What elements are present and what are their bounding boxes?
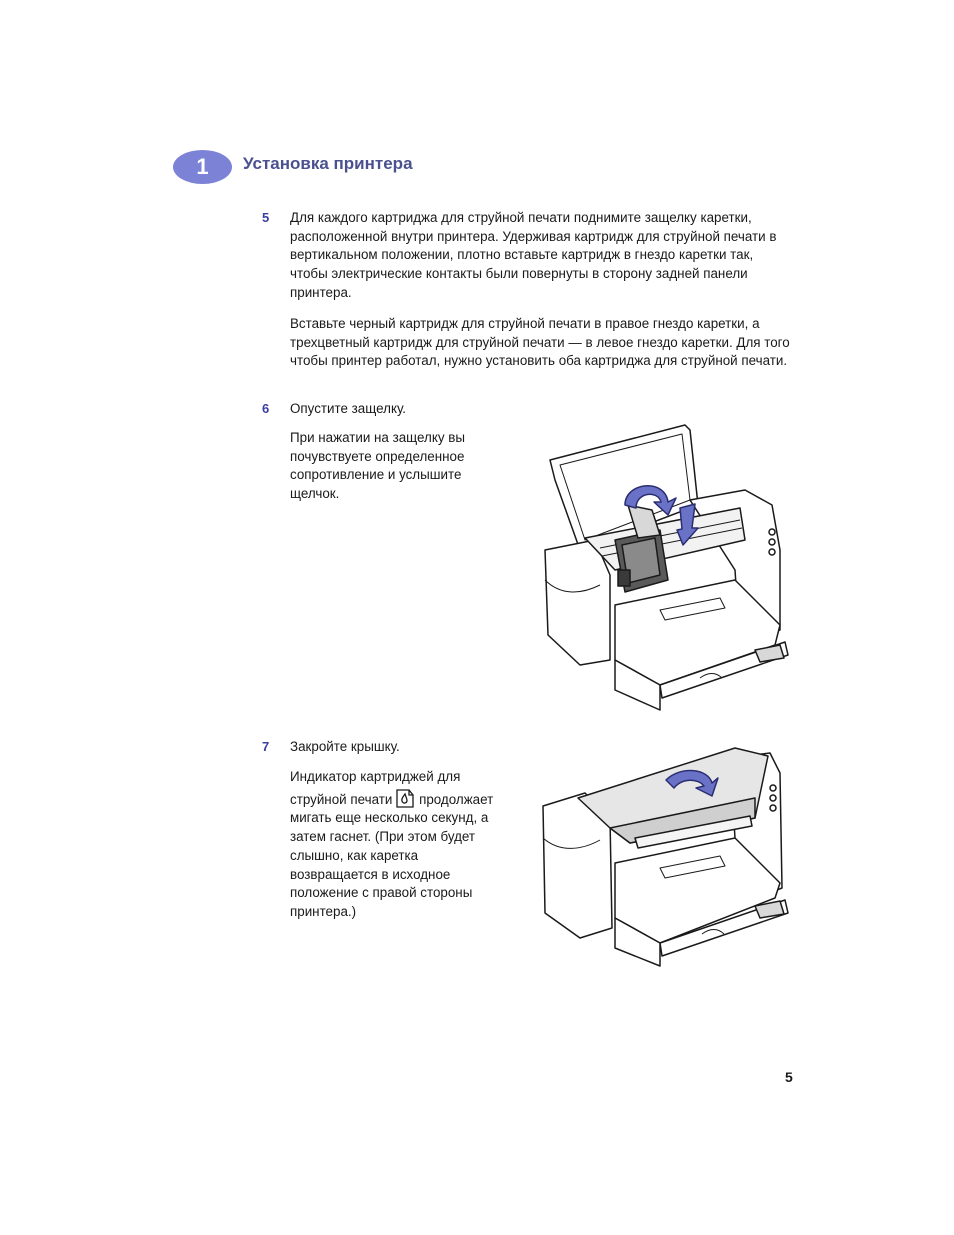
printer-open-lid-illustration: [540, 420, 790, 715]
page-number: 5: [785, 1069, 793, 1085]
step-7-paragraph-start: Индикатор картриджей для струйной печати: [290, 769, 461, 807]
step-6-title: Опустите защелку.: [290, 401, 407, 416]
step-6-number: 6: [262, 401, 270, 416]
step-7-paragraph: [290, 768, 495, 922]
printer-close-lid-illustration: [540, 738, 790, 973]
step-7-paragraph-end: продолжает мигать еще несколько секунд, а затем гаснет. (При этом будет слышно, как каретка возвращается в исходное положение с правой стороны принтера.): [290, 791, 494, 919]
chapter-title: Установка принтера: [243, 154, 413, 173]
ink-cartridge-light-icon: [395, 787, 415, 809]
step-5-number: 5: [262, 210, 270, 225]
chapter-number-badge: 1: [173, 150, 232, 184]
step-7-title: Закройте крышку.: [290, 739, 400, 754]
step-5-paragraph-2: Вставьте черный картридж для струйной печати в правое гнездо каретки, а трехцветный картридж для струйной печати — в левое гнездо каретки. Для того чтобы принтер работал, нужно установить оба картриджа для струйной печати.: [290, 316, 790, 369]
step-6-paragraph: При нажатии на защелку вы почувствуете определенное сопротивление и услышите щелчок.: [290, 430, 466, 502]
step-7-number: 7: [262, 739, 270, 754]
step-5-paragraph-1: Для каждого картриджа для струйной печати поднимите защелку каретки, расположенной внутри принтера. Удерживая картридж для струйной печати в вертикальном положении, плотно вставьте картридж в гнездо каретки так, чтобы электрические контакты были повернуты в сторону задней панели принтера.: [290, 210, 777, 300]
